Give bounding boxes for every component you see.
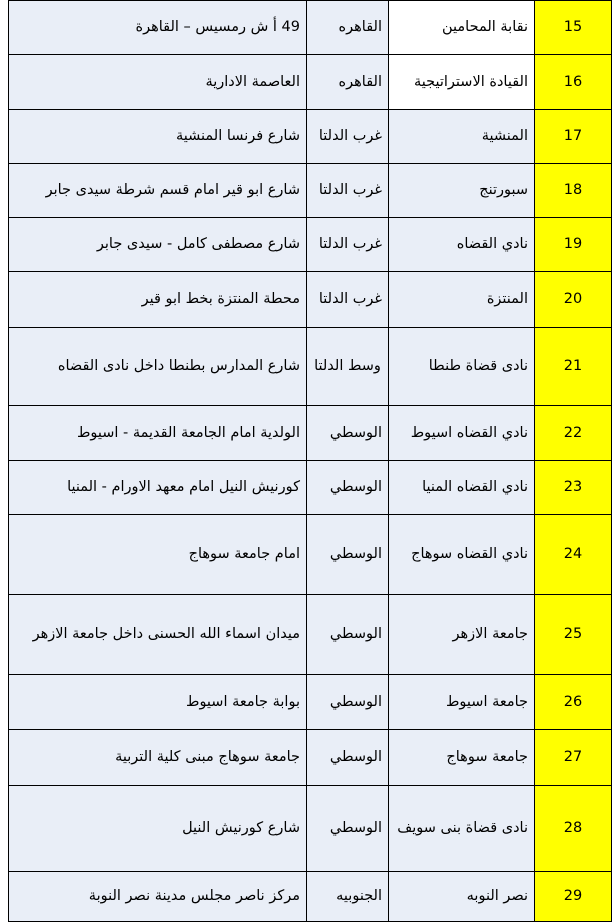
region: الوسطي bbox=[307, 730, 389, 786]
table-row bbox=[9, 872, 612, 922]
address: شارع فرنسا المنشية bbox=[9, 110, 307, 164]
table-row bbox=[9, 786, 612, 872]
row-number: 16 bbox=[535, 55, 612, 110]
region: غرب الدلتا bbox=[307, 218, 389, 272]
region: وسط الدلتا bbox=[307, 328, 389, 406]
row-number: 18 bbox=[535, 164, 612, 218]
table-row bbox=[9, 272, 612, 328]
row-number: 29 bbox=[535, 872, 612, 922]
location-name: جامعة سوهاج bbox=[389, 730, 535, 786]
table-row bbox=[9, 461, 612, 515]
table-row bbox=[9, 675, 612, 730]
table-row bbox=[9, 110, 612, 164]
region: الوسطي bbox=[307, 406, 389, 461]
row-number: 22 bbox=[535, 406, 612, 461]
location-name: جامعة الازهر bbox=[389, 595, 535, 675]
address: شارع كورنيش النيل bbox=[9, 786, 307, 872]
location-name: نادى قضاة طنطا bbox=[389, 328, 535, 406]
location-name: جامعة اسيوط bbox=[389, 675, 535, 730]
region: الوسطي bbox=[307, 461, 389, 515]
address: محطة المنتزة بخط ابو قير bbox=[9, 272, 307, 328]
table-row bbox=[9, 328, 612, 406]
region: الوسطي bbox=[307, 786, 389, 872]
address: الولدية امام الجامعة القديمة - اسيوط bbox=[9, 406, 307, 461]
region: غرب الدلتا bbox=[307, 272, 389, 328]
address: بوابة جامعة اسيوط bbox=[9, 675, 307, 730]
address: العاصمة الادارية bbox=[9, 55, 307, 110]
row-number: 21 bbox=[535, 328, 612, 406]
table-row bbox=[9, 515, 612, 595]
row-number: 19 bbox=[535, 218, 612, 272]
location-name: المنتزة bbox=[389, 272, 535, 328]
location-name: نادي القضاه اسيوط bbox=[389, 406, 535, 461]
row-number: 25 bbox=[535, 595, 612, 675]
row-number: 23 bbox=[535, 461, 612, 515]
region: القاهره bbox=[307, 55, 389, 110]
region: غرب الدلتا bbox=[307, 164, 389, 218]
address: شارع ابو قير امام قسم شرطة سيدى جابر bbox=[9, 164, 307, 218]
row-number: 24 bbox=[535, 515, 612, 595]
region: الوسطي bbox=[307, 595, 389, 675]
address: كورنيش النيل امام معهد الاورام - المنيا bbox=[9, 461, 307, 515]
address: شارع المدارس بطنطا داخل نادى القضاه bbox=[9, 328, 307, 406]
row-number: 20 bbox=[535, 272, 612, 328]
table-row bbox=[9, 218, 612, 272]
locations-table bbox=[8, 0, 612, 922]
table-row bbox=[9, 730, 612, 786]
location-name: سبورتنج bbox=[389, 164, 535, 218]
address: ميدان اسماء الله الحسنى داخل جامعة الازهر bbox=[9, 595, 307, 675]
table-row bbox=[9, 1, 612, 55]
region: غرب الدلتا bbox=[307, 110, 389, 164]
row-number: 15 bbox=[535, 1, 612, 55]
address: شارع مصطفى كامل - سيدى جابر bbox=[9, 218, 307, 272]
address: مركز ناصر مجلس مدينة نصر النوبة bbox=[9, 872, 307, 922]
location-name: نقابة المحامين bbox=[389, 1, 535, 55]
address: جامعة سوهاج مبنى كلية التربية bbox=[9, 730, 307, 786]
location-name: المنشية bbox=[389, 110, 535, 164]
location-name: نادى قضاة بنى سويف bbox=[389, 786, 535, 872]
table-row bbox=[9, 55, 612, 110]
location-name: القيادة الاستراتيجية bbox=[389, 55, 535, 110]
region: الوسطي bbox=[307, 515, 389, 595]
location-name: نادي القضاه bbox=[389, 218, 535, 272]
address: امام جامعة سوهاج bbox=[9, 515, 307, 595]
row-number: 17 bbox=[535, 110, 612, 164]
table-row bbox=[9, 406, 612, 461]
location-name: نادي القضاه المنيا bbox=[389, 461, 535, 515]
row-number: 26 bbox=[535, 675, 612, 730]
region: الجنوبيه bbox=[307, 872, 389, 922]
location-name: نصر النوبه bbox=[389, 872, 535, 922]
region: القاهره bbox=[307, 1, 389, 55]
table-row bbox=[9, 595, 612, 675]
location-name: نادي القضاه سوهاج bbox=[389, 515, 535, 595]
row-number: 27 bbox=[535, 730, 612, 786]
address: 49 أ ش رمسيس – القاهرة bbox=[9, 1, 307, 55]
row-number: 28 bbox=[535, 786, 612, 872]
table-row bbox=[9, 164, 612, 218]
region: الوسطي bbox=[307, 675, 389, 730]
